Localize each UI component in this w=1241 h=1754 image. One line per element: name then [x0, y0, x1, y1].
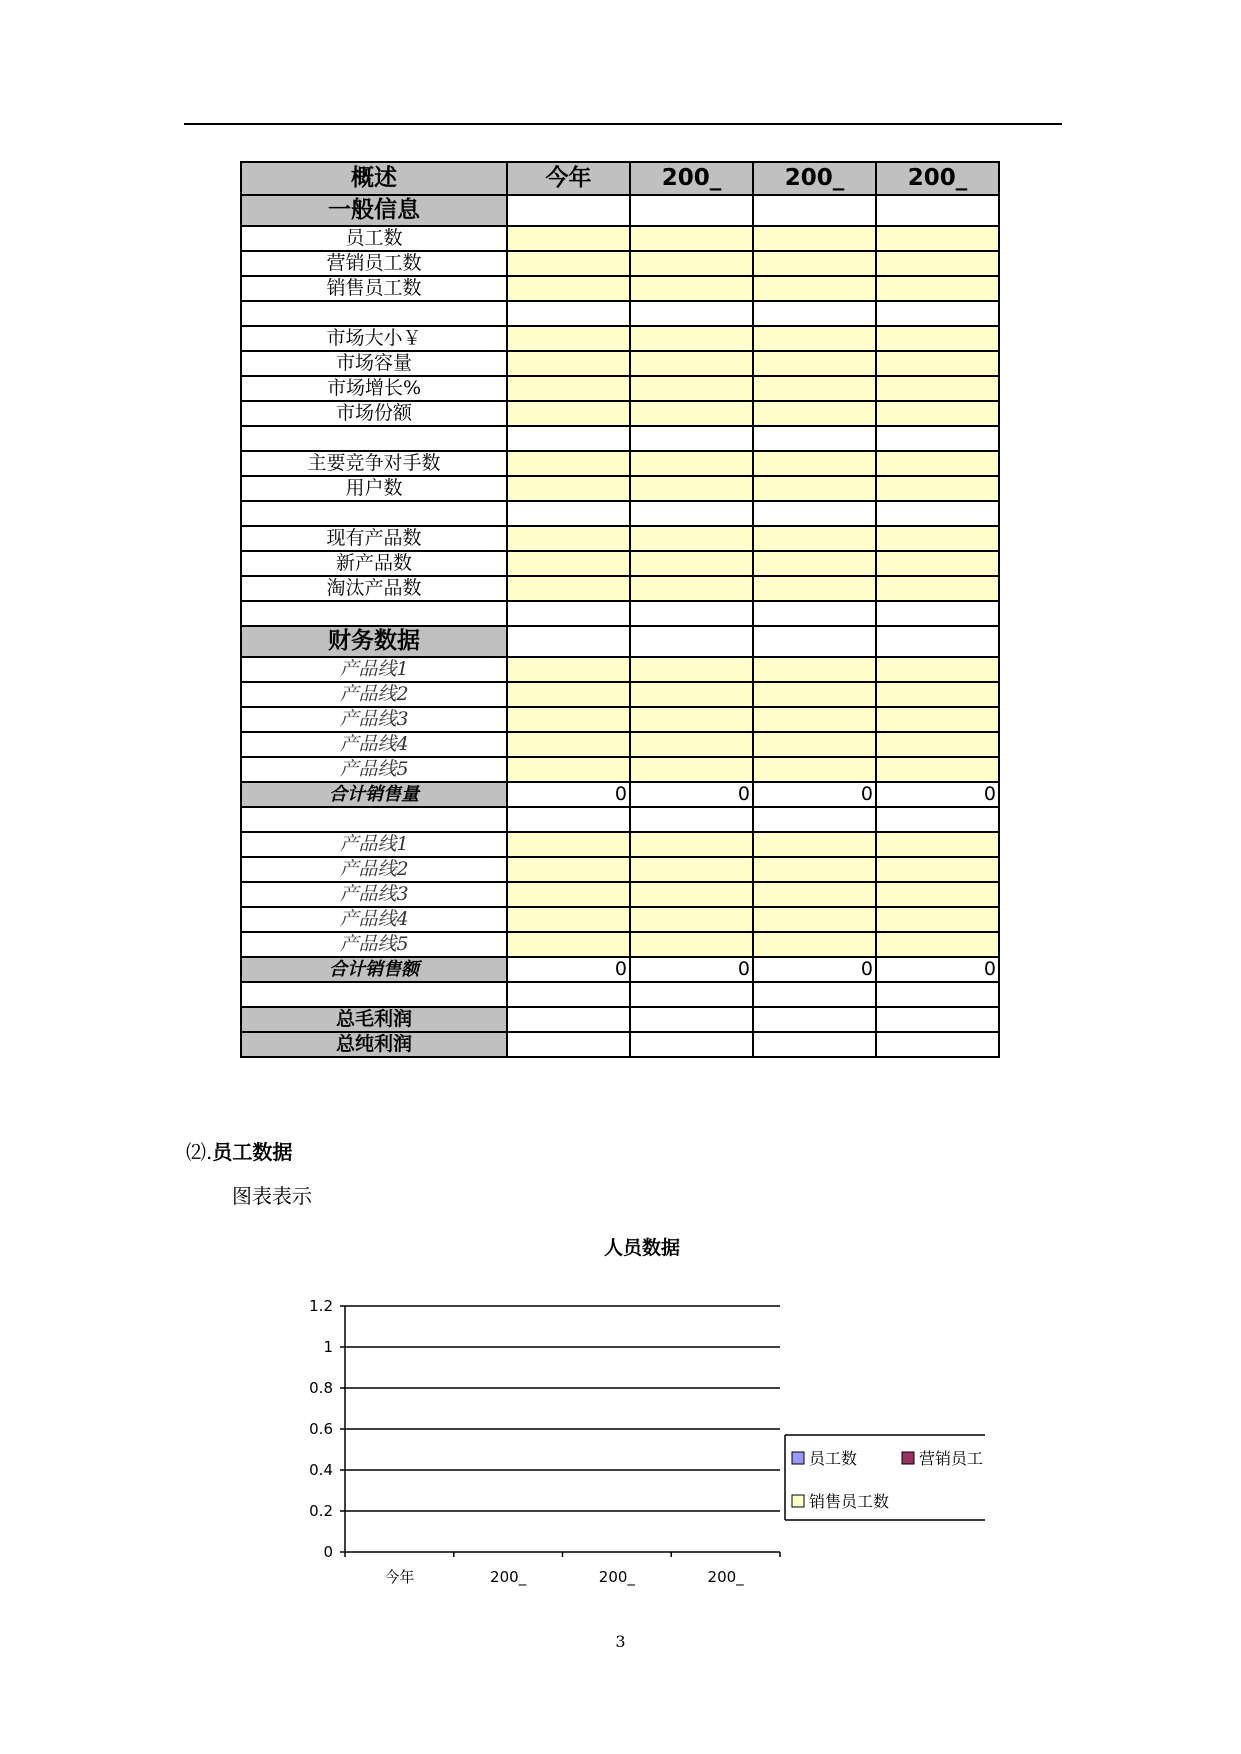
empty-cell: [507, 807, 630, 832]
input-cell[interactable]: [753, 551, 876, 576]
input-cell[interactable]: [876, 351, 999, 376]
table-row: [241, 276, 999, 301]
row-label: 销售员工数: [241, 276, 507, 301]
input-cell[interactable]: [876, 882, 999, 907]
section-row: [241, 626, 999, 657]
input-cell[interactable]: [507, 526, 630, 551]
input-cell[interactable]: [507, 732, 630, 757]
table-row: [241, 682, 999, 707]
empty-cell: [630, 426, 753, 451]
table-row: [241, 857, 999, 882]
row-label: [241, 807, 507, 832]
input-cell[interactable]: [507, 476, 630, 501]
row-label: 财务数据: [241, 626, 507, 657]
empty-cell: [507, 301, 630, 326]
table-row: [241, 907, 999, 932]
input-cell[interactable]: [630, 251, 753, 276]
row-label: 市场份额: [241, 401, 507, 426]
total-value-cell: 0: [507, 782, 630, 807]
input-cell[interactable]: [507, 551, 630, 576]
input-cell[interactable]: [876, 576, 999, 601]
empty-cell: [876, 501, 999, 526]
input-cell[interactable]: [753, 476, 876, 501]
table-row: [241, 932, 999, 957]
table-row: [241, 601, 999, 626]
input-cell[interactable]: [753, 376, 876, 401]
empty-cell: [753, 501, 876, 526]
input-cell[interactable]: [630, 832, 753, 857]
row-label: [241, 601, 507, 626]
empty-cell: [753, 301, 876, 326]
row-label: 市场容量: [241, 351, 507, 376]
input-cell[interactable]: [630, 682, 753, 707]
input-cell[interactable]: [630, 732, 753, 757]
input-cell[interactable]: [876, 932, 999, 957]
row-label: [241, 301, 507, 326]
input-cell[interactable]: [753, 226, 876, 251]
input-cell[interactable]: [630, 707, 753, 732]
row-label: 市场大小￥: [241, 326, 507, 351]
input-cell[interactable]: [507, 401, 630, 426]
x-tick-label: 200_: [598, 1568, 635, 1586]
input-cell[interactable]: [876, 551, 999, 576]
input-cell[interactable]: [876, 657, 999, 682]
empty-cell: [876, 1007, 999, 1032]
overview-table: [240, 161, 1000, 1058]
input-cell[interactable]: [630, 576, 753, 601]
total-value-cell: 0: [876, 782, 999, 807]
input-cell[interactable]: [507, 451, 630, 476]
y-tick-label: 0: [323, 1543, 333, 1561]
empty-cell: [876, 1032, 999, 1057]
profit-row: [241, 1007, 999, 1032]
row-label: 产品线1: [241, 832, 507, 857]
input-cell[interactable]: [876, 857, 999, 882]
input-cell[interactable]: [753, 757, 876, 782]
legend-swatch: [902, 1452, 914, 1464]
empty-cell: [630, 982, 753, 1007]
empty-cell: [630, 301, 753, 326]
empty-cell: [876, 807, 999, 832]
total-value-cell: 0: [753, 957, 876, 982]
header-cell-year: 200_: [753, 162, 876, 195]
y-tick-label: 0.6: [309, 1420, 333, 1438]
input-cell[interactable]: [753, 401, 876, 426]
empty-cell: [876, 982, 999, 1007]
total-value-cell: 0: [630, 957, 753, 982]
table-row: [241, 526, 999, 551]
empty-cell: [630, 626, 753, 657]
total-value-cell: 0: [753, 782, 876, 807]
input-cell[interactable]: [753, 907, 876, 932]
input-cell[interactable]: [630, 882, 753, 907]
input-cell[interactable]: [876, 476, 999, 501]
input-cell[interactable]: [876, 276, 999, 301]
table-row: [241, 501, 999, 526]
row-label: 营销员工数: [241, 251, 507, 276]
legend-label: 营销员工: [919, 1449, 984, 1468]
empty-cell: [753, 1007, 876, 1032]
legend-swatch: [792, 1495, 804, 1507]
row-label: 产品线3: [241, 707, 507, 732]
input-cell[interactable]: [876, 832, 999, 857]
input-cell[interactable]: [876, 376, 999, 401]
row-label: 产品线1: [241, 657, 507, 682]
input-cell[interactable]: [630, 907, 753, 932]
table-row: [241, 451, 999, 476]
row-label: 新产品数: [241, 551, 507, 576]
input-cell[interactable]: [630, 276, 753, 301]
table-row: [241, 576, 999, 601]
input-cell[interactable]: [507, 326, 630, 351]
empty-cell: [507, 195, 630, 226]
empty-cell: [507, 501, 630, 526]
row-label: [241, 982, 507, 1007]
row-label: 总毛利润: [241, 1007, 507, 1032]
header-cell-year: 200_: [876, 162, 999, 195]
input-cell[interactable]: [876, 732, 999, 757]
empty-cell: [507, 601, 630, 626]
y-tick-label: 0.8: [309, 1379, 333, 1397]
input-cell[interactable]: [753, 707, 876, 732]
table-row: [241, 301, 999, 326]
input-cell[interactable]: [876, 251, 999, 276]
input-cell[interactable]: [753, 932, 876, 957]
empty-cell: [507, 982, 630, 1007]
table-row: [241, 657, 999, 682]
row-label: 产品线3: [241, 882, 507, 907]
row-label: 合计销售量: [241, 782, 507, 807]
input-cell[interactable]: [630, 476, 753, 501]
input-cell[interactable]: [876, 326, 999, 351]
input-cell[interactable]: [630, 657, 753, 682]
table-row: [241, 426, 999, 451]
empty-cell: [753, 807, 876, 832]
total-value-cell: 0: [507, 957, 630, 982]
input-cell[interactable]: [507, 882, 630, 907]
table-row: [241, 476, 999, 501]
row-label: 用户数: [241, 476, 507, 501]
input-cell[interactable]: [876, 451, 999, 476]
empty-cell: [630, 1007, 753, 1032]
input-cell[interactable]: [507, 832, 630, 857]
x-tick-label: 200_: [490, 1568, 527, 1586]
input-cell[interactable]: [876, 526, 999, 551]
row-label: 主要竞争对手数: [241, 451, 507, 476]
input-cell[interactable]: [507, 907, 630, 932]
input-cell[interactable]: [876, 757, 999, 782]
empty-cell: [507, 1007, 630, 1032]
table-row: [241, 326, 999, 351]
legend-label: 员工数: [809, 1449, 858, 1468]
input-cell[interactable]: [507, 576, 630, 601]
header-rule: [184, 123, 1062, 125]
row-label: 现有产品数: [241, 526, 507, 551]
input-cell[interactable]: [753, 657, 876, 682]
input-cell[interactable]: [507, 376, 630, 401]
y-tick-label: 1.2: [309, 1297, 333, 1315]
row-label: 市场增长%: [241, 376, 507, 401]
empty-cell: [630, 807, 753, 832]
table-row: [241, 226, 999, 251]
row-label: 员工数: [241, 226, 507, 251]
row-label: 产品线4: [241, 732, 507, 757]
legend-label: 销售员工数: [809, 1492, 890, 1511]
input-cell[interactable]: [876, 907, 999, 932]
input-cell[interactable]: [753, 882, 876, 907]
table-row: [241, 376, 999, 401]
empty-cell: [630, 501, 753, 526]
table-row: [241, 251, 999, 276]
input-cell[interactable]: [630, 551, 753, 576]
empty-cell: [753, 982, 876, 1007]
input-cell[interactable]: [630, 376, 753, 401]
input-cell[interactable]: [507, 757, 630, 782]
input-cell[interactable]: [876, 707, 999, 732]
y-tick-label: 0.4: [309, 1461, 333, 1479]
input-cell[interactable]: [630, 857, 753, 882]
row-label: 产品线4: [241, 907, 507, 932]
table-row: [241, 401, 999, 426]
input-cell[interactable]: [630, 351, 753, 376]
empty-cell: [630, 601, 753, 626]
input-cell[interactable]: [753, 682, 876, 707]
empty-cell: [753, 195, 876, 226]
empty-cell: [753, 626, 876, 657]
input-cell[interactable]: [507, 707, 630, 732]
header-cell-year: 200_: [630, 162, 753, 195]
input-cell[interactable]: [753, 832, 876, 857]
profit-row: [241, 1032, 999, 1057]
empty-cell: [876, 626, 999, 657]
row-label: 合计销售额: [241, 957, 507, 982]
row-label: [241, 426, 507, 451]
input-cell[interactable]: [630, 526, 753, 551]
row-label: 淘汰产品数: [241, 576, 507, 601]
input-cell[interactable]: [630, 932, 753, 957]
empty-cell: [753, 1032, 876, 1057]
input-cell[interactable]: [630, 401, 753, 426]
input-cell[interactable]: [507, 351, 630, 376]
empty-cell: [753, 601, 876, 626]
input-cell[interactable]: [753, 576, 876, 601]
empty-cell: [876, 426, 999, 451]
row-label: [241, 501, 507, 526]
input-cell[interactable]: [507, 226, 630, 251]
input-cell[interactable]: [753, 451, 876, 476]
input-cell[interactable]: [876, 682, 999, 707]
chart-subheading: 图表表示: [232, 1184, 312, 1208]
staff-chart: [280, 1220, 1000, 1620]
input-cell[interactable]: [507, 251, 630, 276]
y-tick-label: 0.2: [309, 1502, 333, 1520]
table-row: [241, 351, 999, 376]
section-row: [241, 195, 999, 226]
input-cell[interactable]: [753, 251, 876, 276]
row-label: 总纯利润: [241, 1032, 507, 1057]
y-tick-label: 1: [323, 1338, 333, 1356]
page-number: 3: [615, 1632, 626, 1651]
table-row: [241, 551, 999, 576]
input-cell[interactable]: [507, 857, 630, 882]
section-title: 员工数据: [212, 1140, 293, 1164]
input-cell[interactable]: [753, 526, 876, 551]
empty-cell: [507, 626, 630, 657]
row-label: 产品线2: [241, 857, 507, 882]
input-cell[interactable]: [507, 932, 630, 957]
section-heading: [186, 1136, 292, 1165]
section-number: ⑵.: [186, 1140, 213, 1164]
row-label: 一般信息: [241, 195, 507, 226]
total-value-cell: 0: [876, 957, 999, 982]
empty-cell: [753, 426, 876, 451]
empty-cell: [876, 195, 999, 226]
input-cell[interactable]: [753, 351, 876, 376]
input-cell[interactable]: [753, 276, 876, 301]
header-cell-label: 概述: [241, 162, 507, 195]
input-cell[interactable]: [630, 326, 753, 351]
header-cell-year: 今年: [507, 162, 630, 195]
table-row: [241, 982, 999, 1007]
empty-cell: [507, 426, 630, 451]
input-cell[interactable]: [876, 226, 999, 251]
row-label: 产品线5: [241, 757, 507, 782]
table-row: [241, 732, 999, 757]
empty-cell: [630, 195, 753, 226]
row-label: 产品线2: [241, 682, 507, 707]
input-cell[interactable]: [507, 276, 630, 301]
input-cell[interactable]: [753, 326, 876, 351]
empty-cell: [507, 1032, 630, 1057]
total-row: [241, 782, 999, 807]
x-tick-label: 200_: [707, 1568, 744, 1586]
x-tick-label: 今年: [384, 1568, 415, 1586]
empty-cell: [630, 1032, 753, 1057]
table-row: [241, 882, 999, 907]
table-row: [241, 707, 999, 732]
input-cell[interactable]: [753, 857, 876, 882]
input-cell[interactable]: [876, 401, 999, 426]
table-row: [241, 807, 999, 832]
total-value-cell: 0: [630, 782, 753, 807]
input-cell[interactable]: [507, 682, 630, 707]
input-cell[interactable]: [753, 732, 876, 757]
input-cell[interactable]: [630, 757, 753, 782]
table-row: [241, 757, 999, 782]
input-cell[interactable]: [507, 657, 630, 682]
table-row: [241, 832, 999, 857]
input-cell[interactable]: [630, 226, 753, 251]
row-label: 产品线5: [241, 932, 507, 957]
chart-title: 人员数据: [603, 1237, 681, 1259]
empty-cell: [876, 601, 999, 626]
legend-swatch: [792, 1452, 804, 1464]
table-header-row: [241, 162, 999, 195]
empty-cell: [876, 301, 999, 326]
total-row: [241, 957, 999, 982]
input-cell[interactable]: [630, 451, 753, 476]
